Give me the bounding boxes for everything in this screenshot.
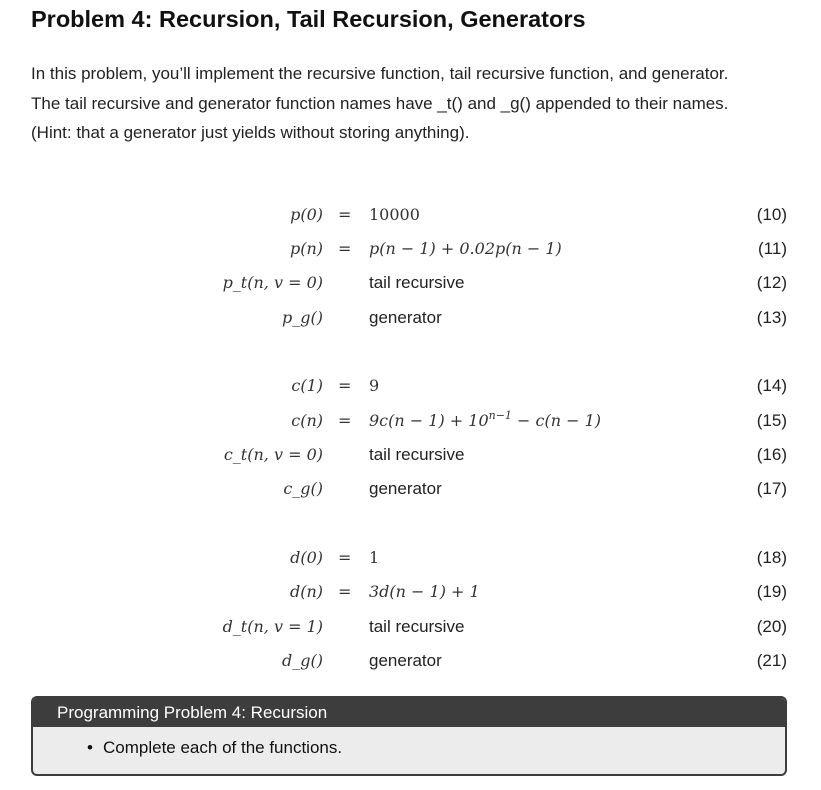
exponent: n−1 <box>488 409 512 422</box>
equation-number: (12) <box>756 273 787 292</box>
intro-line: The tail recursive and generator function names have _t() and _g() appended to their names. <box>31 93 729 113</box>
intro-line: In this problem, you’ll implement the recursive function, tail recursive function, and generator. <box>31 64 729 83</box>
equation-lhs: d(n) <box>289 582 323 601</box>
equation-row <box>0 442 821 468</box>
equals-sign: = <box>338 239 352 258</box>
equation-rhs: 9 <box>369 376 380 395</box>
box-header: Programming Problem 4: Recursion <box>33 698 785 727</box>
equation-number: (20) <box>756 617 787 636</box>
equation-rhs: generator <box>369 308 442 327</box>
equation-row <box>0 236 821 262</box>
equation-row <box>0 270 821 296</box>
equation-number: (14) <box>756 376 787 395</box>
equation-row <box>0 614 821 640</box>
equation-number: (10) <box>756 205 787 224</box>
equation-rhs: p(n − 1) + 0.02p(n − 1) <box>369 239 562 258</box>
equation-number: (11) <box>758 239 787 258</box>
equation-lhs: d(0) <box>290 548 323 567</box>
equation-row <box>0 476 821 502</box>
equation-rhs: 1 <box>369 548 380 567</box>
equation-number: (16) <box>756 445 787 464</box>
equation-rhs: 10000 <box>369 205 420 224</box>
equation-lhs: d_g() <box>282 651 323 670</box>
equation-row <box>0 305 821 331</box>
section-title: Problem 4: Recursion, Tail Recursion, Generators <box>31 6 586 32</box>
rhs-part: 9c(n − 1) + 10 <box>369 411 489 430</box>
equation-number: (21) <box>756 651 787 670</box>
equation-lhs: c_g() <box>283 479 323 498</box>
equation-lhs: c(n) <box>291 411 323 430</box>
equation-number: (15) <box>756 411 787 430</box>
equation-row <box>0 408 821 434</box>
equation-lhs: d_t(n, v = 1) <box>222 617 323 636</box>
equation-row <box>0 579 821 605</box>
equation-rhs: 3d(n − 1) + 1 <box>369 582 480 601</box>
equation-rhs: generator <box>369 651 442 670</box>
equation-row <box>0 545 821 571</box>
equation-lhs: p(n) <box>289 239 323 258</box>
bullet-icon: • <box>87 738 93 757</box>
equation-rhs: generator <box>369 479 442 498</box>
equation-rhs: tail recursive <box>369 445 465 464</box>
equation-row <box>0 373 821 399</box>
equals-sign: = <box>338 205 352 224</box>
equation-number: (17) <box>756 479 787 498</box>
intro-line: (Hint: that a generator just yields without storing anything). <box>31 123 470 142</box>
equation-lhs: p_g() <box>282 308 323 327</box>
list-item: Complete each of the functions. <box>103 738 343 757</box>
programming-problem-box <box>31 696 787 776</box>
equation-rhs <box>369 408 601 434</box>
equation-lhs: c(1) <box>291 376 323 395</box>
box-body <box>33 727 785 774</box>
rhs-part: − c(n − 1) <box>511 411 602 430</box>
equation-number: (19) <box>756 582 787 601</box>
equals-sign: = <box>338 582 352 601</box>
equation-rhs: tail recursive <box>369 617 465 636</box>
equation-lhs: p_t(n, v = 0) <box>222 273 323 292</box>
equation-rhs: tail recursive <box>369 273 465 292</box>
equals-sign: = <box>338 548 352 567</box>
equation-row <box>0 648 821 674</box>
equals-sign: = <box>338 411 352 430</box>
equation-number: (13) <box>756 308 787 327</box>
equation-lhs: p(0) <box>290 205 323 224</box>
equation-row <box>0 202 821 228</box>
intro-paragraph <box>31 63 791 152</box>
equation-number: (18) <box>756 548 787 567</box>
equals-sign: = <box>338 376 352 395</box>
equation-lhs: c_t(n, v = 0) <box>223 445 323 464</box>
